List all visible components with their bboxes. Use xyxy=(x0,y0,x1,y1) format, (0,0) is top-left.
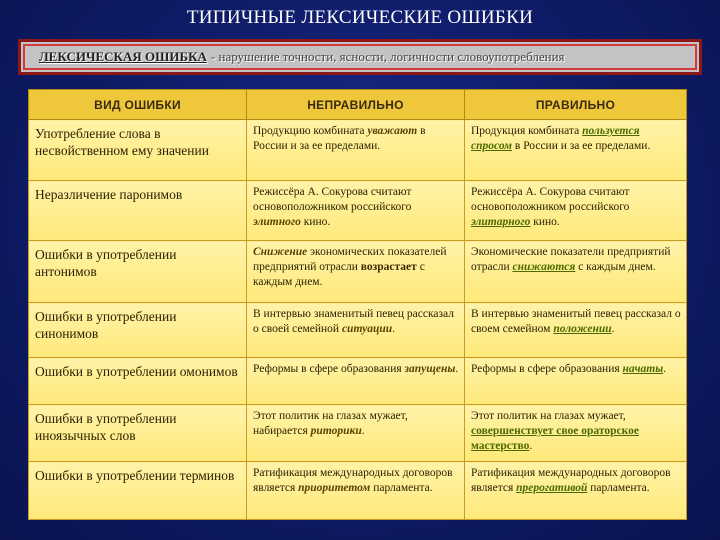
definition-term: ЛЕКСИЧЕСКАЯ ОШИБКА xyxy=(39,49,207,64)
right-highlight: снижаются xyxy=(512,261,576,273)
slide-title: ТИПИЧНЫЕ ЛЕКСИЧЕСКИЕ ОШИБКИ xyxy=(186,7,534,28)
header-right: ПРАВИЛЬНО xyxy=(465,90,687,120)
table-row xyxy=(29,181,687,241)
table-row xyxy=(29,358,687,405)
wrong-highlight: ситуации xyxy=(341,323,393,335)
wrong-highlight: приоритетом xyxy=(298,482,371,494)
right-example-cell: Продукция комбината пользуется спросом в России и за ее пределами. xyxy=(465,120,687,181)
right-highlight: совершенствует свое ораторское мастерство xyxy=(471,425,639,452)
wrong-example-cell: Реформы в сфере образования запущены. xyxy=(247,358,465,405)
right-highlight: начаты xyxy=(622,363,664,375)
right-example-cell: Реформы в сфере образования начаты. xyxy=(465,358,687,405)
definition-box xyxy=(18,39,702,75)
right-example-cell: Экономические показатели предприятий отрасли снижаются с каждым днем. xyxy=(465,241,687,303)
wrong-example-cell: Ратификация международных договоров является приоритетом парламента. xyxy=(247,462,465,520)
right-example-cell: Режиссёра А. Сокурова считают основоположником российского элитарного кино. xyxy=(465,181,687,241)
table-row xyxy=(29,405,687,462)
table-header-row xyxy=(29,90,687,120)
wrong-example-cell: Продукцию комбината уважают в России и за ее пределами. xyxy=(247,120,465,181)
error-kind-cell: Употребление слова в несвойственном ему значении xyxy=(29,120,247,181)
table-row xyxy=(29,462,687,520)
wrong-highlight: риторики xyxy=(310,425,362,437)
wrong-example-cell: Снижение экономических показателей предприятий отрасли возрастает с каждым днем. xyxy=(247,241,465,303)
table-row xyxy=(29,303,687,358)
wrong-highlight: возрастает xyxy=(360,261,417,273)
wrong-example-cell: Режиссёра А. Сокурова считают основоположником российского элитного кино. xyxy=(247,181,465,241)
error-kind-cell: Ошибки в употреблении терминов xyxy=(29,462,247,520)
wrong-highlight: запущены xyxy=(404,363,456,375)
error-kind-cell: Ошибки в употреблении иноязычных слов xyxy=(29,405,247,462)
wrong-example-cell: Этот политик на глазах мужает, набирается риторики. xyxy=(247,405,465,462)
right-highlight: пользуется спросом xyxy=(471,125,640,152)
wrong-example-cell: В интервью знаменитый певец рассказал о своей семейной ситуации. xyxy=(247,303,465,358)
right-example-cell: Этот политик на глазах мужает, совершенствует свое ораторское мастерство. xyxy=(465,405,687,462)
wrong-highlight: уважают xyxy=(367,125,418,137)
lexical-errors-table xyxy=(28,89,687,520)
right-example-cell: Ратификация международных договоров является прерогативой парламента. xyxy=(465,462,687,520)
error-kind-cell: Неразличение паронимов xyxy=(29,181,247,241)
definition-description: - нарушение точности, ясности, логичности словоупотребления xyxy=(210,49,565,64)
right-highlight: элитарного xyxy=(471,216,531,228)
right-example-cell: В интервью знаменитый певец рассказал о своем семейном положении. xyxy=(465,303,687,358)
wrong-highlight: элитного xyxy=(253,216,301,228)
header-wrong: НЕПРАВИЛЬНО xyxy=(247,90,465,120)
error-kind-cell: Ошибки в употреблении омонимов xyxy=(29,358,247,405)
error-kind-cell: Ошибки в употреблении антонимов xyxy=(29,241,247,303)
table-row xyxy=(29,241,687,303)
table-row xyxy=(29,120,687,181)
header-error-type: ВИД ОШИБКИ xyxy=(29,90,247,120)
wrong-highlight: Снижение xyxy=(253,246,308,258)
right-highlight: положении xyxy=(553,323,612,335)
right-highlight: прерогативой xyxy=(516,482,588,494)
error-kind-cell: Ошибки в употреблении синонимов xyxy=(29,303,247,358)
